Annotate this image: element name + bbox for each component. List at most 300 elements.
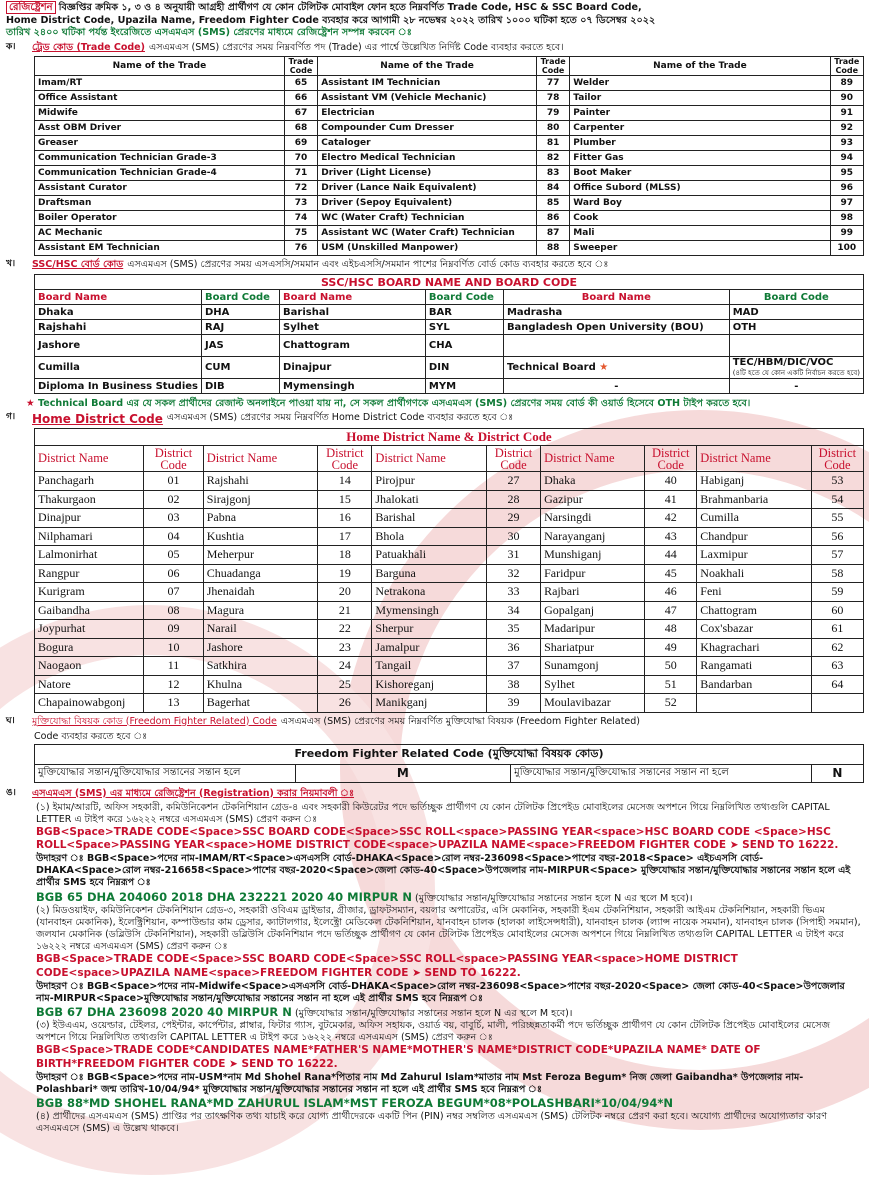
district-code: 19 xyxy=(318,564,372,583)
rule-1-text: (১) ইমাম/আরটি, অফিস সহকারী, কমিউনিকেশন টেকনিশিয়ান গ্রেড-৪ এবং সহকারী কিউরেটর পদে ভর্তিচ্ছুক প্রার্থীগণ যে কোন টেলিটক প্রিপেইড মোবাইলের মেসেজ অপশনে গিয়ে নিম্নলিখিত তথ্যগুলি CAPITAL LETTER এ টাইপ করে ১৬২২২ নম্বরে এসএমএস (SMS) প্রেরণ করুন ঃ xyxy=(36,801,830,825)
board-code: OTH xyxy=(729,320,863,335)
intro-line-1: বিজ্ঞপ্তির ক্রমিক ১, ৩ ও ৪ অনুযায়ী আগ্রহী প্রার্থীগণ যে কোন টেলিটক মোবাইল ফোন হতে নিম্নবর্ণিত Trade Code, HSC & SSC Board Code, xyxy=(58,2,642,13)
district-code: 53 xyxy=(811,472,863,491)
district-name: Meherpur xyxy=(203,546,318,565)
board-name: Rajshahi xyxy=(35,320,202,335)
district-col-code: District Code xyxy=(318,446,372,472)
district-name: Sherpur xyxy=(372,620,487,639)
rule-1-sms-text: BGB 65 DHA 204060 2018 DHA 232221 2020 40 MIRPUR N xyxy=(36,889,413,904)
trade-code: 76 xyxy=(284,241,317,256)
trade-code: 80 xyxy=(536,121,569,136)
district-name: Joypurhat xyxy=(35,620,144,639)
district-name: Bhola xyxy=(372,527,487,546)
trade-table-header xyxy=(35,57,864,76)
district-code: 03 xyxy=(144,509,203,528)
trade-code: 89 xyxy=(830,76,863,91)
board-col-name: Board Name xyxy=(280,290,426,305)
board-name xyxy=(503,357,729,379)
district-name: Dhaka xyxy=(541,472,645,491)
ff-no-label: মুক্তিযোদ্ধার সন্তান/মুক্তিযোদ্ধার সন্তানের সন্তান না হলে xyxy=(511,764,812,782)
trade-code: 93 xyxy=(830,136,863,151)
board-table-wrap xyxy=(34,274,864,394)
trade-section-title: ট্রেড কোড (Trade Code) xyxy=(32,42,145,53)
board-row xyxy=(35,379,864,394)
board-col-code: Board Code xyxy=(729,290,863,305)
trade-code: 77 xyxy=(536,76,569,91)
district-name: Barguna xyxy=(372,564,487,583)
district-code: 15 xyxy=(318,490,372,509)
district-code: 62 xyxy=(811,638,863,657)
trade-code: 94 xyxy=(830,151,863,166)
notice-page xyxy=(6,2,864,1135)
intro-line-3: তারিখ ২৪০০ ঘটিকা পর্যন্ত ইংরেজিতে এসএমএস (SMS) প্রেরণের মাধ্যমে রেজিষ্ট্রেশন সম্পন্ন করবেন ঃ xyxy=(6,27,412,39)
trade-col-code: Trade Code xyxy=(830,57,863,76)
district-code: 39 xyxy=(486,694,540,713)
board-name: Chattogram xyxy=(280,335,426,357)
trade-code: 71 xyxy=(284,166,317,181)
district-name: Munshiganj xyxy=(541,546,645,565)
technical-board-note: (৪টি হতে যে কোন একটি নির্বাচন করতে হবে) xyxy=(732,368,860,377)
trade-code: 88 xyxy=(536,241,569,256)
trade-name: Assistant Curator xyxy=(35,181,285,196)
district-name: Madaripur xyxy=(541,620,645,639)
board-section-number: খ। xyxy=(6,259,16,269)
trade-col-name: Name of the Trade xyxy=(570,57,830,76)
district-name: Sirajgonj xyxy=(203,490,318,509)
district-code: 21 xyxy=(318,601,372,620)
trade-code: 79 xyxy=(536,106,569,121)
board-col-code: Board Code xyxy=(202,290,280,305)
ff-section-desc: এসএমএস (SMS) প্রেরণের সময় নিম্নবর্ণিত মুক্তিযোদ্ধা বিষয়ক (Freedom Fighter Related) xyxy=(280,715,640,727)
district-code: 12 xyxy=(144,675,203,694)
trade-code: 96 xyxy=(830,181,863,196)
district-code: 31 xyxy=(486,546,540,565)
district-name: Rajbari xyxy=(541,583,645,602)
district-name: Mymensingh xyxy=(372,601,487,620)
trade-name: Fitter Gas xyxy=(570,151,830,166)
district-code: 09 xyxy=(144,620,203,639)
trade-name: Assistant IM Technician xyxy=(318,76,537,91)
trade-name: Mali xyxy=(570,226,830,241)
district-name: Kushtia xyxy=(203,527,318,546)
district-table-title: Home District Name & District Code xyxy=(35,429,864,446)
trade-name: Driver (Sepoy Equivalent) xyxy=(318,196,537,211)
board-name: Dinajpur xyxy=(280,357,426,379)
district-row xyxy=(35,527,864,546)
trade-section-desc: এসএমএস (SMS) প্রেরণের সময় নিম্নবর্ণিত পদ (Trade) এর পার্শ্বে উল্লেখিত নির্দিষ্ট Code ব্যবহার করতে হবে। xyxy=(148,42,564,53)
district-name: Laxmipur xyxy=(697,546,812,565)
rule-1-format: BGB<Space>TRADE CODE<Space>SSC BOARD CODE<Space>SSC ROLL<space>PASSING YEAR<space>HSC BOARD CODE <Space>HSC ROLL<Space>PASSING YEAR<space>HOME DISTRICT CODE<space>UPAZILA NAME<space>FREEDOM FIGHTER CODE ➤ SEND TO 16222. xyxy=(36,825,839,852)
trade-section-number: ক। xyxy=(6,42,16,52)
trade-code: 69 xyxy=(284,136,317,151)
trade-name: Cook xyxy=(570,211,830,226)
district-code: 37 xyxy=(486,657,540,676)
trade-name: Boiler Operator xyxy=(35,211,285,226)
district-code: 22 xyxy=(318,620,372,639)
trade-code-table xyxy=(34,56,864,256)
district-code: 04 xyxy=(144,527,203,546)
trade-code: 97 xyxy=(830,196,863,211)
ff-yes-label: মুক্তিযোদ্ধার সন্তান/মুক্তিযোদ্ধার সন্তানের সন্তান হলে xyxy=(35,764,296,782)
district-code: 60 xyxy=(811,601,863,620)
district-code: 02 xyxy=(144,490,203,509)
trade-code: 95 xyxy=(830,166,863,181)
district-code: 13 xyxy=(144,694,203,713)
trade-name: Cataloger xyxy=(318,136,537,151)
district-name: Faridpur xyxy=(541,564,645,583)
district-name: Rangpur xyxy=(35,564,144,583)
board-row xyxy=(35,305,864,320)
district-name: Jamalpur xyxy=(372,638,487,657)
district-name: Gaibandha xyxy=(35,601,144,620)
rule-2-sms-note: (মুক্তিযোদ্ধার সন্তান/মুক্তিযোদ্ধার সন্তানের সন্তান হলে N এর স্থলে M হবে)। xyxy=(294,1007,573,1019)
trade-row xyxy=(35,226,864,241)
district-name: Rajshahi xyxy=(203,472,318,491)
trade-code: 65 xyxy=(284,76,317,91)
trade-name: Tailor xyxy=(570,91,830,106)
district-code: 14 xyxy=(318,472,372,491)
rule-2-text: (২) মিডওয়াইফ, কমিউনিকেশন টেকনিশিয়ান গ্রেড-৩, সহকারী ওবিএম ড্রাইভার, গ্রীজার, ড্রাফটসম্যান, বয়লার অপারেটর, এসি মেকানিক, সহকারী ইএম টেকনিশিয়ান, সহকারী আইএম টেকনিশিয়ান, সহকারী ভিএম (যানবাহন মেকানিক), ইলেক্ট্রিশিয়ান, কম্পাউন্ডার কাম ড্রেসার, ক্যাটালগার, ইলেক্ট্রো মেডিকেল টেকনিশিয়ান, যানবাহন চালক (হালকা লাইসেন্সধারী), যানবাহন চালক (ল্যান্স নায়েক সমমান), যানবাহন চালক (সিপাহী সমমান), জলযান মেকানিক (ডব্লিউসি টেকনিশিয়ান), সহকারী ডব্লিউসি টেকনিশিয়ান পদে ভর্তিচ্ছুক প্রার্থীগণ যে কোন টেলিটক প্রিপেইড মোবাইলের মেসেজ অপশনে গিয়ে নিম্নলিখিত তথ্যগুলি CAPITAL LETTER এ টাইপ করে ১৬২২২ নম্বরে এসএমএস (SMS) প্রেরণ করুন ঃ xyxy=(36,904,861,953)
district-code: 40 xyxy=(645,472,697,491)
board-code: MYM xyxy=(425,379,503,394)
district-name: Kurigram xyxy=(35,583,144,602)
rule-2-format: BGB<Space>TRADE CODE<Space>SSC BOARD CODE<Space>SSC ROLL<space>PASSING YEAR<space>HOME DISTRICT CODE<space>UPAZILA NAME<space>FREEDOM FIGHTER CODE ➤ SEND TO 16222. xyxy=(36,953,738,979)
district-section-title: Home District Code xyxy=(32,412,163,426)
district-name: Manikganj xyxy=(372,694,487,713)
trade-name: Electrician xyxy=(318,106,537,121)
board-col-name: Board Name xyxy=(503,290,729,305)
district-code: 35 xyxy=(486,620,540,639)
ff-section-desc-2: Code ব্যবহার করতে হবে ঃ xyxy=(34,730,148,742)
district-code: 27 xyxy=(486,472,540,491)
district-name: Pabna xyxy=(203,509,318,528)
district-col-code: District Code xyxy=(645,446,697,472)
district-name: Chapainowabgonj xyxy=(35,694,144,713)
ff-table-row xyxy=(35,764,864,782)
district-code: 33 xyxy=(486,583,540,602)
district-code: 36 xyxy=(486,638,540,657)
district-name: Magura xyxy=(203,601,318,620)
district-col-name: District Name xyxy=(541,446,645,472)
trade-code: 86 xyxy=(536,211,569,226)
board-code: DIN xyxy=(425,357,503,379)
trade-name: Assistant EM Technician xyxy=(35,241,285,256)
district-name: Jashore xyxy=(203,638,318,657)
district-table-header xyxy=(35,446,864,472)
district-code: 20 xyxy=(318,583,372,602)
district-code: 16 xyxy=(318,509,372,528)
trade-name: Imam/RT xyxy=(35,76,285,91)
district-name: Jhenaidah xyxy=(203,583,318,602)
trade-row xyxy=(35,211,864,226)
reg-section-header xyxy=(6,788,864,802)
district-name: Gazipur xyxy=(541,490,645,509)
district-code: 57 xyxy=(811,546,863,565)
board-code: - xyxy=(729,379,863,394)
district-name: Naogaon xyxy=(35,657,144,676)
trade-section-header xyxy=(6,42,864,56)
district-section-number: গ। xyxy=(6,412,16,422)
board-name: - xyxy=(503,379,729,394)
district-code: 06 xyxy=(144,564,203,583)
registration-tag: রেজিষ্ট্রেশন xyxy=(6,1,56,14)
trade-code: 68 xyxy=(284,121,317,136)
trade-code: 67 xyxy=(284,106,317,121)
trade-row xyxy=(35,106,864,121)
district-name: Feni xyxy=(697,583,812,602)
trade-row xyxy=(35,151,864,166)
district-code: 26 xyxy=(318,694,372,713)
district-code: 58 xyxy=(811,564,863,583)
district-code: 46 xyxy=(645,583,697,602)
district-col-code: District Code xyxy=(486,446,540,472)
district-name: Barishal xyxy=(372,509,487,528)
district-code: 63 xyxy=(811,657,863,676)
trade-name: Communication Technician Grade-4 xyxy=(35,166,285,181)
technical-board-footnote-text: Technical Board এর যে সকল প্রার্থীদের রেজাল্ট অনলাইনে পাওয়া যায় না, সে সকল প্রার্থীগণকে এসএমএস (SMS) প্রেরণের সময় বোর্ড কী ওয়ার্ড হিসেবে OTH টাইপ করতে হবে। xyxy=(37,398,751,409)
district-code: 59 xyxy=(811,583,863,602)
district-name: Narail xyxy=(203,620,318,639)
district-code: 10 xyxy=(144,638,203,657)
district-section-header xyxy=(6,412,864,428)
trade-code: 74 xyxy=(284,211,317,226)
district-name: Natore xyxy=(35,675,144,694)
intro-line-2: Home District Code, Upazila Name, Freedom Fighter Code ব্যবহার করে আগামী ২৮ নভেম্বর ২০২২ তারিখ ১০০০ ঘটিকা হতে ০৭ ডিসেম্বর ২০২২ xyxy=(6,14,656,26)
district-name: Patuakhali xyxy=(372,546,487,565)
trade-code: 92 xyxy=(830,121,863,136)
district-name xyxy=(697,694,812,713)
board-name: Diploma In Business Studies xyxy=(35,379,202,394)
rule-4-text: (৪) প্রার্থীদের এসএমএস (SMS) প্রাপ্তির পর তাৎক্ষণিক তথ্য যাচাই করে যোগ্য প্রার্থীদেরকে একটি পিন (PIN) নম্বর সম্বলিত এসএমএস (SMS) টেলিটক নম্বরে প্রেরণ করা হবে। অযোগ্য প্রার্থীদের অযোগ্যতার কারণ এসএমএসে (SMS) এ উল্লেখ থাকবে। xyxy=(36,1110,827,1134)
board-code xyxy=(729,357,863,379)
district-name: Panchagarh xyxy=(35,472,144,491)
district-code: 08 xyxy=(144,601,203,620)
technical-board-name: Technical Board xyxy=(506,362,596,373)
district-row xyxy=(35,601,864,620)
trade-name: Greaser xyxy=(35,136,285,151)
board-code: CUM xyxy=(202,357,280,379)
district-name: Dinajpur xyxy=(35,509,144,528)
trade-code: 81 xyxy=(536,136,569,151)
trade-name: AC Mechanic xyxy=(35,226,285,241)
trade-row xyxy=(35,121,864,136)
trade-col-code: Trade Code xyxy=(536,57,569,76)
trade-name: Assistant VM (Vehicle Mechanic) xyxy=(318,91,537,106)
district-code: 56 xyxy=(811,527,863,546)
trade-col-code: Trade Code xyxy=(284,57,317,76)
trade-row xyxy=(35,181,864,196)
trade-name: Midwife xyxy=(35,106,285,121)
intro-section xyxy=(6,2,864,40)
reg-section-title: এসএমএস (SMS) এর মাধ্যমে রেজিষ্ট্রেশন (Registration) করার নিয়মাবলী ঃ xyxy=(32,787,355,799)
trade-name: Ward Boy xyxy=(570,196,830,211)
trade-name: Driver (Lance Naik Equivalent) xyxy=(318,181,537,196)
trade-code: 75 xyxy=(284,226,317,241)
star-icon: ★ xyxy=(595,362,609,373)
district-name: Chattogram xyxy=(697,601,812,620)
district-code: 18 xyxy=(318,546,372,565)
rule-2-sms-text: BGB 67 DHA 236098 2020 40 MIRPUR N xyxy=(36,1004,292,1019)
district-code: 49 xyxy=(645,638,697,657)
board-code xyxy=(729,335,863,357)
district-name: Moulavibazar xyxy=(541,694,645,713)
rule-1-sms xyxy=(36,890,862,905)
trade-row xyxy=(35,136,864,151)
board-name: Mymensingh xyxy=(280,379,426,394)
district-section-desc: এসএমএস (SMS) প্রেরণের সময় নিম্নবর্ণিত Home District Code ব্যবহার করতে হবে ঃ xyxy=(166,412,514,423)
district-code: 01 xyxy=(144,472,203,491)
reg-section-number: ঙ। xyxy=(6,787,16,798)
trade-name: Draftsman xyxy=(35,196,285,211)
board-name xyxy=(503,335,729,357)
district-code: 54 xyxy=(811,490,863,509)
ff-section-header xyxy=(6,716,864,730)
trade-code: 87 xyxy=(536,226,569,241)
district-name: Khagrachari xyxy=(697,638,812,657)
rule-1-sms-note: (মুক্তিযোদ্ধার সন্তান/মুক্তিযোদ্ধার সন্তানের সন্তান হলে N এর স্থলে M হবে)। xyxy=(415,892,693,904)
trade-name: Assistant WC (Water Craft) Technician xyxy=(318,226,537,241)
district-code: 61 xyxy=(811,620,863,639)
star-icon: ★ xyxy=(26,398,35,409)
board-row xyxy=(35,335,864,357)
district-col-code: District Code xyxy=(144,446,203,472)
trade-code: 82 xyxy=(536,151,569,166)
district-name: Bagerhat xyxy=(203,694,318,713)
district-name: Tangail xyxy=(372,657,487,676)
trade-name: Sweeper xyxy=(570,241,830,256)
rule-3-sms: BGB 88*MD SHOHEL RANA*MD ZAHURUL ISLAM*MST FEROZA BEGUM*08*POLASHBARI*10/04/94*N xyxy=(36,1096,673,1110)
ff-yes-code: M xyxy=(295,764,511,782)
board-code: DIB xyxy=(202,379,280,394)
district-row xyxy=(35,583,864,602)
board-name: Dhaka xyxy=(35,305,202,320)
district-name: Noakhali xyxy=(697,564,812,583)
district-code: 45 xyxy=(645,564,697,583)
trade-name: Electro Medical Technician xyxy=(318,151,537,166)
district-code: 51 xyxy=(645,675,697,694)
district-code: 50 xyxy=(645,657,697,676)
district-name: Gopalganj xyxy=(541,601,645,620)
trade-name: Boot Maker xyxy=(570,166,830,181)
trade-name: Carpenter xyxy=(570,121,830,136)
district-name: Cox'sbazar xyxy=(697,620,812,639)
district-code: 43 xyxy=(645,527,697,546)
district-name: Pirojpur xyxy=(372,472,487,491)
district-col-name: District Name xyxy=(203,446,318,472)
reg-rules xyxy=(36,802,862,1136)
trade-code: 84 xyxy=(536,181,569,196)
district-name: Nilphamari xyxy=(35,527,144,546)
board-code: JAS xyxy=(202,335,280,357)
district-name: Thakurgaon xyxy=(35,490,144,509)
district-code: 41 xyxy=(645,490,697,509)
district-name: Rangamati xyxy=(697,657,812,676)
ff-section-number: ঘ। xyxy=(6,715,15,726)
trade-code: 98 xyxy=(830,211,863,226)
district-col-name: District Name xyxy=(697,446,812,472)
rule-1-example: উদাহরণ ঃ BGB<Space>পদের নাম-IMAM/RT<Space>এসএসসি বোর্ড-DHAKA<Space>রোল নম্বর-236098<Space>পাশের বছর-2018<Space> এইচএসসি বোর্ড-DHAKA<Space>রোল নম্বর-216658<Space>পাশের বছর-2020<Space>জেলা কোড-40<Space>উপজেলার নাম-MIRPUR<Space> মুক্তিযোদ্ধার সন্তান/মুক্তিযোদ্ধার সন্তানের সন্তান হলে এই প্রার্থীর SMS হবে নিম্নরূপ ঃ xyxy=(36,853,851,889)
district-row xyxy=(35,675,864,694)
district-name: Habiganj xyxy=(697,472,812,491)
district-code: 25 xyxy=(318,675,372,694)
technical-board-code: TEC/HBM/DIC/VOC xyxy=(732,356,834,368)
district-col-name: District Name xyxy=(372,446,487,472)
rule-3-format: BGB<Space>TRADE CODE*CANDIDATES NAME*FATHER'S NAME*MOTHER'S NAME*DISTRICT CODE*UPAZILA NAME* DATE OF BIRTH*FREEDOM FIGHTER CODE ➤ SEND TO 16222. xyxy=(36,1044,761,1071)
district-code: 47 xyxy=(645,601,697,620)
trade-name: Painter xyxy=(570,106,830,121)
district-code: 30 xyxy=(486,527,540,546)
district-name: Netrakona xyxy=(372,583,487,602)
ff-section-title: মুক্তিযোদ্ধা বিষয়ক কোড (Freedom Fighter Related) Code xyxy=(32,715,277,727)
freedom-fighter-table xyxy=(34,744,864,783)
district-row xyxy=(35,638,864,657)
district-row xyxy=(35,620,864,639)
rule-2-sms xyxy=(36,1005,862,1020)
board-table-title: SSC/HSC BOARD NAME AND BOARD CODE xyxy=(35,275,864,290)
board-col-name: Board Name xyxy=(35,290,202,305)
board-code: MAD xyxy=(729,305,863,320)
district-name: Chuadanga xyxy=(203,564,318,583)
trade-name: Driver (Light License) xyxy=(318,166,537,181)
trade-row xyxy=(35,241,864,256)
trade-row xyxy=(35,91,864,106)
district-row xyxy=(35,657,864,676)
district-name: Bogura xyxy=(35,638,144,657)
board-row xyxy=(35,320,864,335)
board-code: RAJ xyxy=(202,320,280,335)
ff-table-wrap xyxy=(34,744,864,783)
district-code: 24 xyxy=(318,657,372,676)
trade-name: Plumber xyxy=(570,136,830,151)
trade-code: 72 xyxy=(284,181,317,196)
rule-2-example: উদাহরণ ঃ BGB<Space>পদের নাম-Midwife<Space>এসএসসি বোর্ড-DHAKA<Space>রোল নম্বর-236098<Space>পাশের বছর-2020<Space> জেলা কোড-40<Space>উপজেলার নাম-MIRPUR<Space>মুক্তিযোদ্ধার সন্তান/মুক্তিযোদ্ধার সন্তানের সন্তান না হলে এই প্রার্থীর SMS হবে নিম্নরূপ ঃ xyxy=(36,980,845,1004)
district-name: Chandpur xyxy=(697,527,812,546)
district-code: 05 xyxy=(144,546,203,565)
district-name: Cumilla xyxy=(697,509,812,528)
board-name: Sylhet xyxy=(280,320,426,335)
district-code: 28 xyxy=(486,490,540,509)
district-name: Sunamgonj xyxy=(541,657,645,676)
board-name: Jashore xyxy=(35,335,202,357)
district-row xyxy=(35,546,864,565)
district-code: 11 xyxy=(144,657,203,676)
board-code: DHA xyxy=(202,305,280,320)
trade-code: 83 xyxy=(536,166,569,181)
trade-name: USM (Unskilled Manpower) xyxy=(318,241,537,256)
rule-3-example: উদাহরণ ঃ BGB<Space>পদের নাম-USM*নাম Md Shohel Rana*পিতার নাম Md Zahurul Islam*মাতার নাম Mst Feroza Begum* নিজ জেলা Gaibandha* উপজেলার নাম-Polashbari* জন্ম তারিখ-10/04/94* মুক্তিযোদ্ধার সন্তান/মুক্তিযোদ্ধার সন্তানের সন্তান না হলে এই প্রার্থীর SMS হবে নিম্নরূপ ঃ xyxy=(36,1071,804,1095)
board-section-desc: এসএমএস (SMS) প্রেরণের সময় এসএসসি/সমমান এবং এইচএসসি/সমমান পাশের নিম্নবর্ণিত বোর্ড কোড ব্যবহার করতে হবে ঃ xyxy=(127,259,609,270)
district-row xyxy=(35,564,864,583)
trade-code: 66 xyxy=(284,91,317,106)
district-name: Lalmonirhat xyxy=(35,546,144,565)
board-code: BAR xyxy=(425,305,503,320)
ff-no-code: N xyxy=(811,764,863,782)
district-row xyxy=(35,472,864,491)
district-code: 32 xyxy=(486,564,540,583)
district-code: 44 xyxy=(645,546,697,565)
trade-row xyxy=(35,196,864,211)
board-code: SYL xyxy=(425,320,503,335)
district-code: 42 xyxy=(645,509,697,528)
trade-name: Communication Technician Grade-3 xyxy=(35,151,285,166)
district-name: Shariatpur xyxy=(541,638,645,657)
district-row xyxy=(35,694,864,713)
district-name: Narsingdi xyxy=(541,509,645,528)
district-table-wrap xyxy=(34,428,864,713)
district-name: Khulna xyxy=(203,675,318,694)
trade-name: Compounder Cum Dresser xyxy=(318,121,537,136)
district-name: Kishoreganj xyxy=(372,675,487,694)
